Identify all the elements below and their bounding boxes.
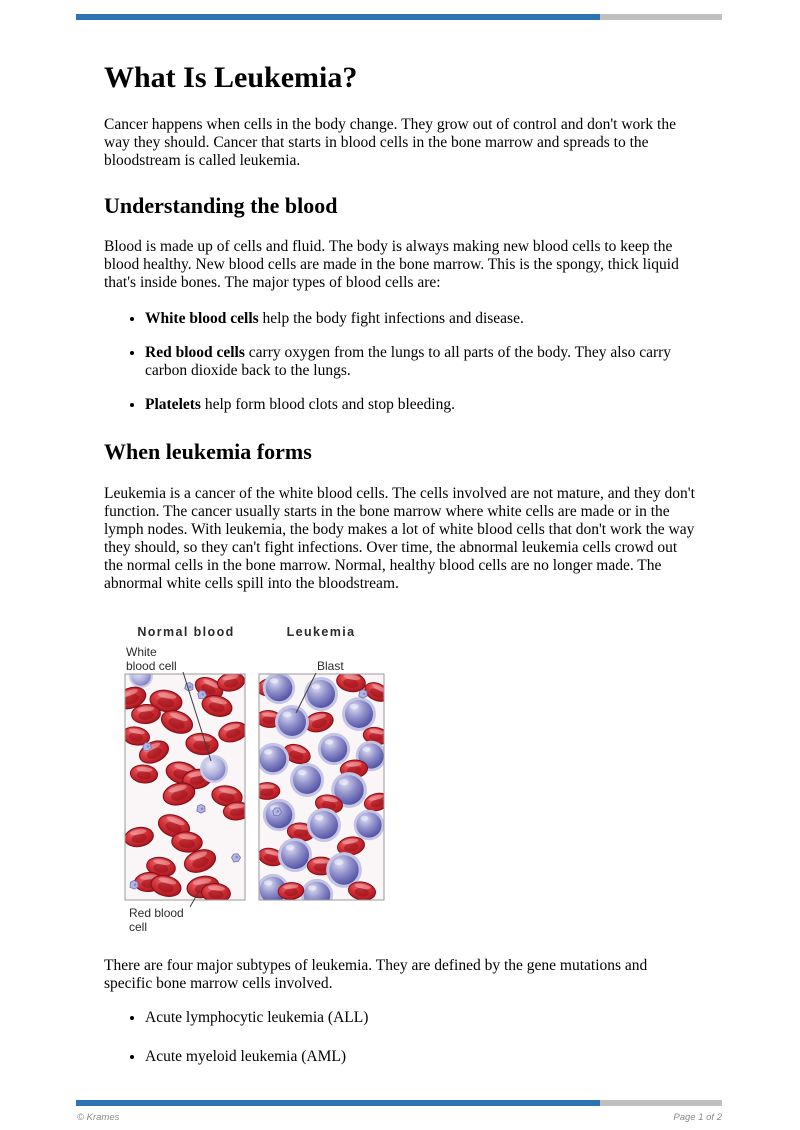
intro-paragraph: Cancer happens when cells in the body change. They grow out of control and don't work the way they should. Cancer that starts in blood cells in the bone marrow and spreads to the bloodstream is called leukemia. [104, 116, 676, 169]
blast-cell-shape [275, 705, 309, 739]
figure-title-leukemia: Leukemia [286, 625, 356, 639]
leukemia-subtypes-list [104, 1009, 696, 1066]
footer-copyright: © Krames [77, 1112, 120, 1123]
list-item-lead: Red blood cells [145, 344, 245, 361]
page-title: What Is Leukemia? [104, 61, 358, 94]
footer-rule-muted [600, 1100, 722, 1106]
list-item-red-blood-cells [145, 344, 696, 380]
when-forms-paragraph: Leukemia is a cancer of the white blood cells. The cells involved are not mature, and they don't function. The cancer usually starts in the bone marrow where white cells are made or in the lymph nodes. With leukemia, the body makes a lot of white blood cells that don't work the way they should, so they can't fight infections. Over time, the abnormal leukemia cells crowd out the normal cells in the bone marrow. Normal, healthy blood cells are no longer made. The abnormal white cells spill into the bloodstream. [104, 485, 695, 592]
heading-when-leukemia-forms: When leukemia forms [104, 439, 312, 464]
footer-page-indicator: Page 1 of 2 [673, 1112, 722, 1123]
white-blood-cell-label-line2: blood cell [126, 659, 177, 673]
red-blood-cell-label-line2: cell [129, 920, 148, 934]
list-item-lead: Platelets [145, 396, 201, 413]
list-item-aml: • Acute myeloid leukemia (AML) [145, 1048, 696, 1066]
footer-rule [76, 1100, 722, 1106]
list-item-white-blood-cells [145, 310, 696, 328]
heading-understanding-blood: Understanding the blood [104, 193, 338, 218]
figure-title-normal-blood: Normal blood [137, 625, 235, 639]
list-item-text: help the body fight infections and disease. [258, 310, 524, 327]
document-body [104, 20, 696, 1066]
list-item-text: help form blood clots and stop bleeding. [200, 396, 455, 413]
list-item-lead: White blood cells [145, 310, 259, 327]
list-item-all: • Acute lymphocytic leukemia (ALL) [145, 1009, 696, 1027]
subtypes-paragraph: There are four major subtypes of leukemia. They are defined by the gene mutations and specific bone marrow cells involved. [104, 957, 648, 992]
footer [77, 1112, 722, 1123]
list-item-platelets [145, 396, 696, 414]
white-blood-cell-label-line1: White [126, 645, 157, 659]
blood-cell-types-list [104, 310, 696, 414]
list-item-text: carry oxygen from the lungs to all parts of the body. They also carry carbon dioxide back to the lungs. [145, 344, 672, 379]
red-blood-cell-label-line1: Red blood [129, 906, 184, 920]
white-blood-cell-shape [200, 755, 228, 783]
footer-rule-accent [76, 1100, 600, 1106]
blast-label: Blast [317, 659, 344, 673]
blood-comparison-illustration [123, 619, 423, 944]
understanding-paragraph: Blood is made up of cells and fluid. The body is always making new blood cells to keep the blood healthy. New blood cells are made in the bone marrow. This is the spongy, thick liquid that's inside bones. The major types of blood cells are: [104, 238, 679, 291]
blood-comparison-figure [123, 619, 423, 949]
